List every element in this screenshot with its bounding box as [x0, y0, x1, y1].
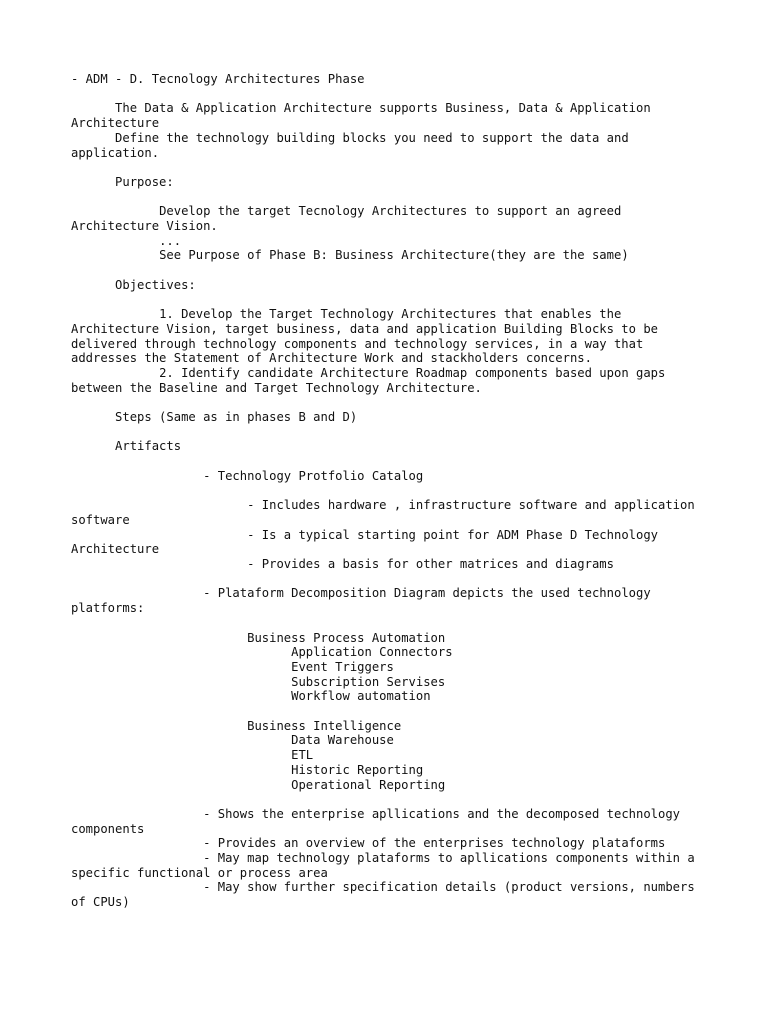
text-line: - Shows the enterprise apllications and the decomposed technology components: [71, 806, 688, 836]
text-line: - ADM - D. Tecnology Architectures Phase: [71, 72, 365, 86]
text-line: [71, 87, 711, 102]
text-line: Business Intelligence: [71, 718, 402, 733]
text-line: - Plataform Decomposition Diagram depicts the used technology platforms:: [71, 586, 659, 616]
text-line: [71, 704, 711, 719]
text-line: - May show further specification details (product versions, numbers of CPUs): [71, 880, 703, 910]
text-line: [71, 792, 711, 807]
text-line: Objectives:: [71, 277, 196, 292]
text-line: [71, 425, 711, 440]
text-line: [71, 454, 711, 469]
text-line: [71, 616, 711, 631]
text-line: [71, 263, 711, 278]
text-line: ETL: [71, 748, 314, 763]
text-line: Historic Reporting: [71, 762, 424, 777]
text-line: Steps (Same as in phases B and D): [71, 410, 358, 425]
text-line: Operational Reporting: [71, 777, 446, 792]
text-line: [71, 160, 711, 175]
text-line: - Includes hardware , infrastructure software and application software: [71, 498, 703, 527]
text-line: 2. Identify candidate Architecture Roadmap components based upon gaps between the Baseline and Target Technology Architecture.: [71, 365, 673, 395]
document-body: [71, 72, 711, 910]
text-line: Event Triggers: [71, 659, 394, 674]
text-line: Artifacts: [71, 439, 182, 454]
text-line: - May map technology plataforms to apllications components within a specific functional or process area: [71, 851, 703, 880]
text-line: Develop the target Tecnology Architectures to support an agreed Architecture Vision.: [71, 204, 629, 233]
text-line: - Technology Protfolio Catalog: [71, 468, 424, 483]
text-line: - Provides a basis for other matrices and diagrams: [71, 557, 614, 572]
text-line: ...: [71, 233, 182, 248]
text-line: Application Connectors: [71, 645, 453, 660]
text-line: Workflow automation: [71, 689, 431, 704]
text-line: 1. Develop the Target Technology Architectures that enables the Architecture Vision, target business, data and application Building Blocks to be delivered through technology components and technology services, in a way that addresses the Statement of Architecture Work and stackholders concerns.: [71, 307, 666, 366]
text-line: Subscription Servises: [71, 674, 446, 689]
text-line: See Purpose of Phase B: Business Architecture(they are the same): [71, 248, 629, 263]
text-line: [71, 395, 711, 410]
text-line: Purpose:: [71, 174, 174, 189]
text-line: [71, 292, 711, 307]
text-line: [71, 572, 711, 587]
text-line: Define the technology building blocks you need to support the data and application.: [71, 130, 636, 160]
text-line: Business Process Automation: [71, 630, 446, 645]
text-line: [71, 484, 711, 499]
text-line: [71, 190, 711, 205]
text-line: The Data & Application Architecture supports Business, Data & Application Architecture: [71, 101, 659, 131]
text-line: - Is a typical starting point for ADM Phase D Technology Architecture: [71, 527, 666, 557]
text-line: Data Warehouse: [71, 733, 394, 748]
text-line: - Provides an overview of the enterprises technology plataforms: [71, 836, 666, 851]
